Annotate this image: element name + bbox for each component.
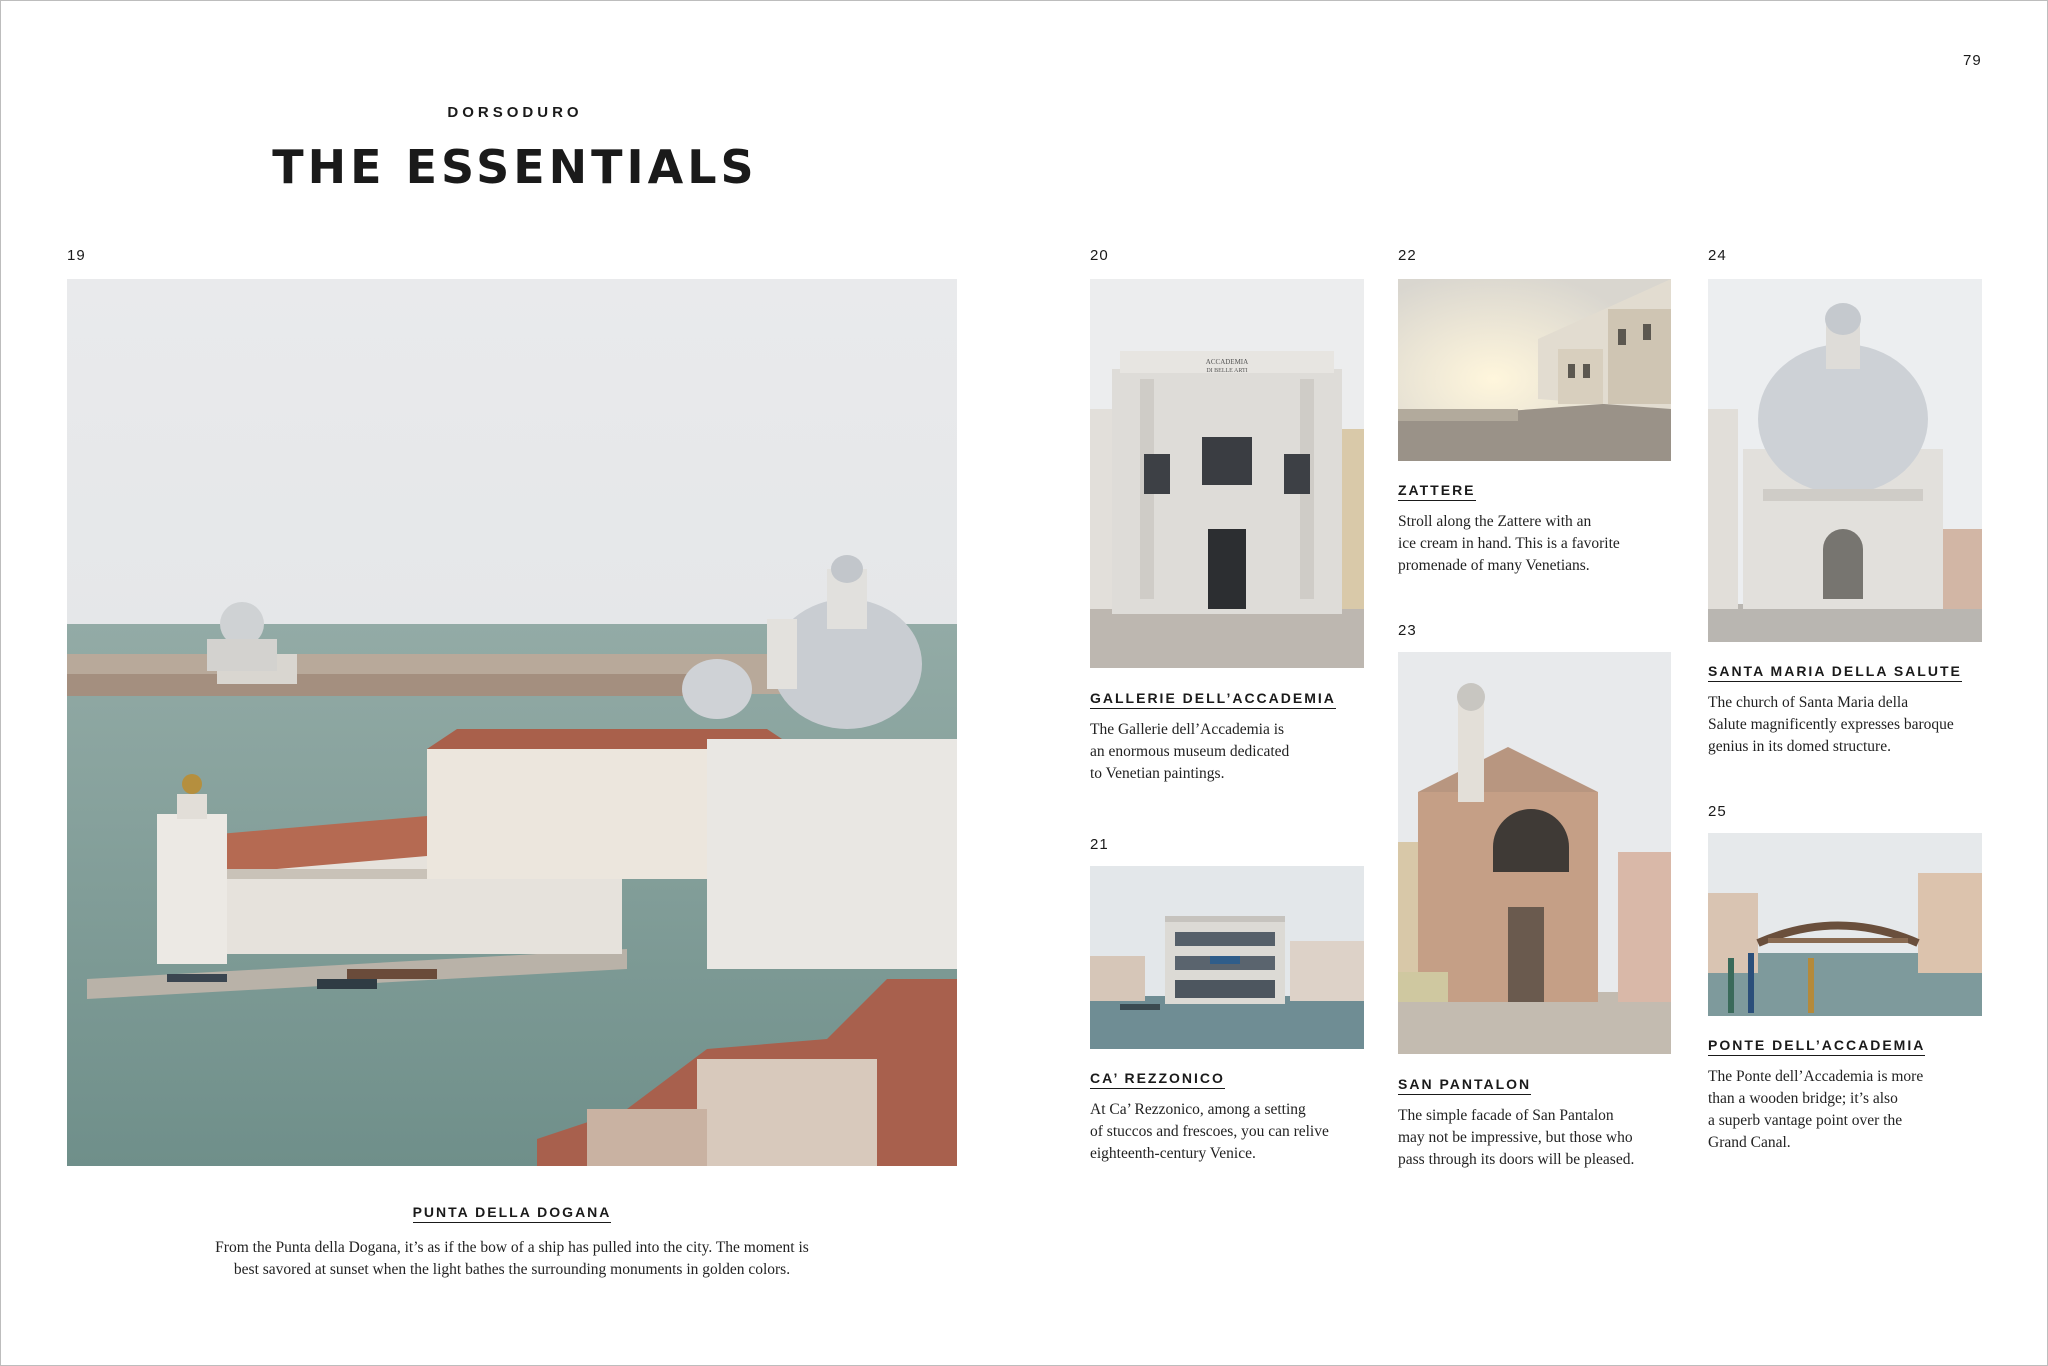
page-title: THE ESSENTIALS [272,140,758,194]
entry-22-number: 22 [1398,247,1417,264]
entry-21-caption-wrap [1090,1070,1225,1089]
entry-25-number: 25 [1708,803,1727,820]
entry-19-name: PUNTA DELLA DOGANA [413,1204,612,1223]
photo-ca-rezzonico [1090,866,1364,1049]
entry-22-line-3: promenade of many Venetians. [1398,557,1590,574]
entry-22-name: ZATTERE [1398,482,1476,501]
entry-25-line-2: than a wooden bridge; it’s also [1708,1090,1898,1107]
entry-20-line-3: to Venetian paintings. [1090,765,1225,782]
entry-23-caption-wrap [1398,1076,1531,1095]
entry-24-line-2: Salute magnificently expresses baroque [1708,716,1954,733]
entry-20-name: GALLERIE DELL’ACCADEMIA [1090,690,1336,709]
entry-19-number: 19 [67,247,86,264]
entry-21-line-2: of stuccos and frescoes, you can relive [1090,1123,1329,1140]
entry-20-line-1: The Gallerie dell’Accademia is [1090,721,1285,738]
entry-23-description [1398,1105,1678,1171]
entry-19-line-1: From the Punta della Dogana, it’s as if the bow of a ship has pulled into the city. The moment is [215,1239,809,1256]
entry-23-number: 23 [1398,622,1417,639]
photo-punta-della-dogana [67,279,957,1166]
accademia-inscription-1: ACCADEMIA [1205,358,1249,366]
entry-21-description [1090,1099,1370,1165]
entry-19-line-2: best savored at sunset when the light bathes the surrounding monuments in golden colors. [233,1261,791,1278]
entry-20-description [1090,719,1364,785]
entry-25-caption-wrap [1708,1037,1925,1056]
entry-22-line-1: Stroll along the Zattere with an [1398,513,1592,530]
photo-gallerie-accademia [1090,279,1364,668]
entry-23-line-2: may not be impressive, but those who [1398,1129,1633,1146]
entry-24-description [1708,692,1988,758]
entry-21-line-3: eighteenth-century Venice. [1090,1145,1256,1162]
entry-19-caption-wrap [67,1204,957,1223]
entry-20-line-2: an enormous museum dedicated [1090,743,1290,760]
entry-25-description [1708,1066,1988,1154]
entry-19-description [67,1237,957,1281]
entry-25-name: PONTE DELL’ACCADEMIA [1708,1037,1925,1056]
entry-24-number: 24 [1708,247,1727,264]
entry-21-line-1: At Ca’ Rezzonico, among a setting [1090,1101,1306,1118]
entry-25-line-3: a superb vantage point over the [1708,1112,1903,1129]
page-number: 79 [1963,52,1982,69]
accademia-inscription-2: DI BELLE ARTI [1206,368,1248,374]
entry-25-line-4: Grand Canal. [1708,1134,1791,1151]
photo-zattere [1398,279,1671,461]
entry-24-name: SANTA MARIA DELLA SALUTE [1708,663,1962,682]
entry-20-number: 20 [1090,247,1109,264]
photo-san-pantalon [1398,652,1671,1054]
entry-23-name: SAN PANTALON [1398,1076,1531,1095]
entry-23-line-1: The simple facade of San Pantalon [1398,1107,1614,1124]
photo-ponte-dell-accademia [1708,833,1982,1016]
entry-22-caption-wrap [1398,482,1476,501]
entry-22-line-2: ice cream in hand. This is a favorite [1398,535,1620,552]
entry-22-description [1398,511,1678,577]
entry-24-line-3: genius in its domed structure. [1708,738,1891,755]
entry-25-line-1: The Ponte dell’Accademia is more [1708,1068,1924,1085]
entry-23-line-3: pass through its doors will be pleased. [1398,1151,1635,1168]
entry-20-caption-wrap [1090,690,1336,709]
entry-21-number: 21 [1090,836,1109,853]
section-kicker: DORSODURO [447,104,583,121]
entry-21-name: CA’ REZZONICO [1090,1070,1225,1089]
photo-santa-maria-della-salute [1708,279,1982,642]
entry-24-line-1: The church of Santa Maria della [1708,694,1909,711]
entry-24-caption-wrap [1708,663,1962,682]
